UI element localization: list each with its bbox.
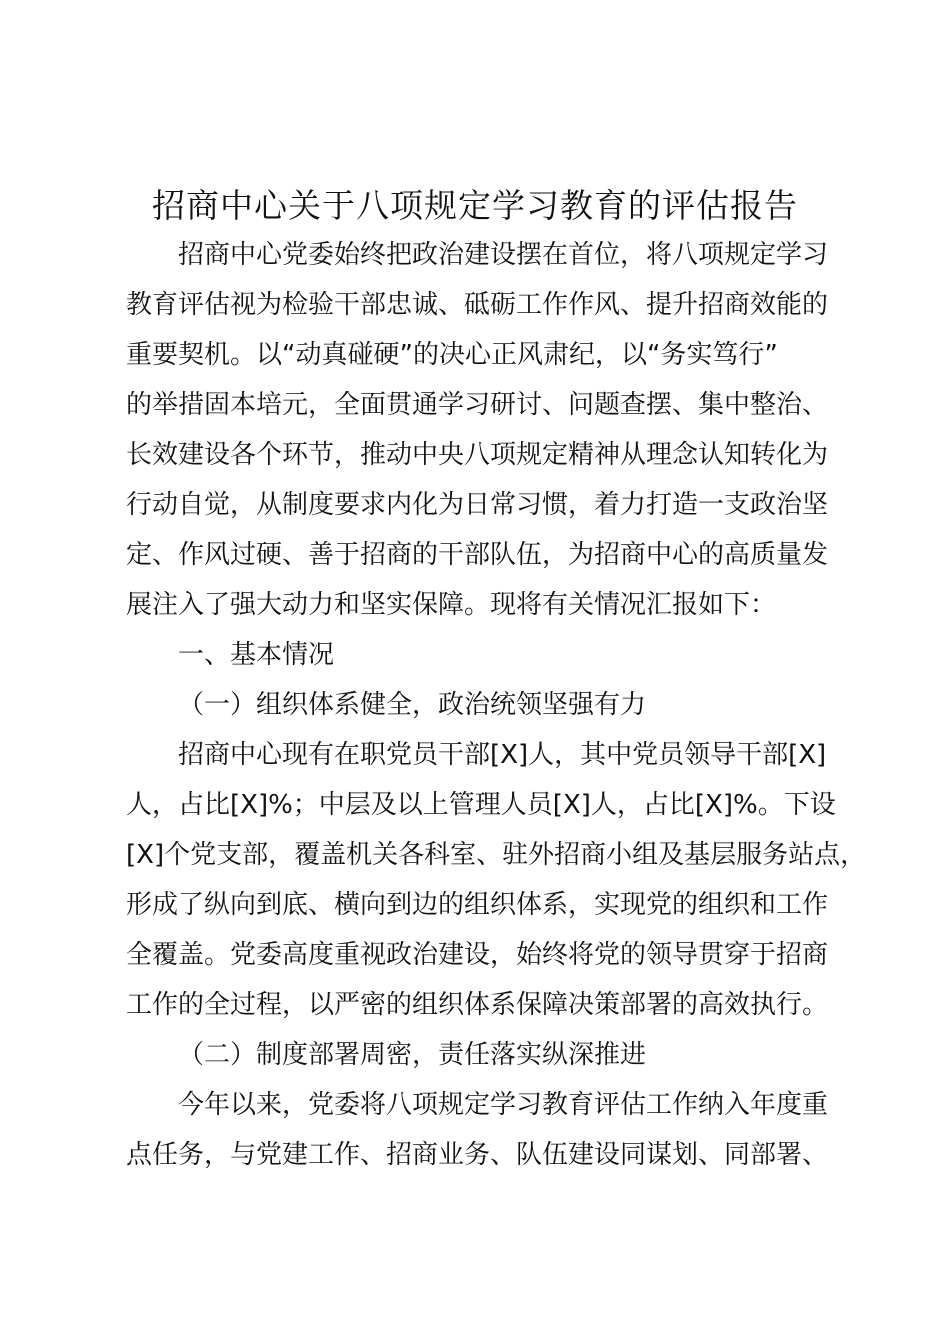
paragraph-line: 招商中心现有在职党员干部[X]人，其中党员领导干部[X] [178, 740, 827, 770]
subsection-heading: （二）制度部署周密，责任落实纵深推进 [178, 1040, 647, 1070]
paragraph-line: 行动自觉，从制度要求内化为日常习惯，着力打造一支政治坚 [126, 490, 829, 520]
subsection-heading: （一）组织体系健全，政治统领坚强有力 [178, 690, 647, 720]
paragraph-line: 点任务，与党建工作、招商业务、队伍建设同谋划、同部署、 [126, 1140, 829, 1170]
paragraph-line: 定、作风过硬、善于招商的干部队伍，为招商中心的高质量发 [126, 540, 829, 570]
paragraph-line: [X]个党支部，覆盖机关各科室、驻外招商小组及基层服务站点， [126, 840, 867, 870]
paragraph-line: 人，占比[X]%；中层及以上管理人员[X]人，占比[X]%。下设 [126, 790, 836, 820]
paragraph-line: 招商中心党委始终把政治建设摆在首位，将八项规定学习 [178, 240, 829, 270]
document-body [126, 230, 867, 1180]
paragraph-line: 形成了纵向到底、横向到边的组织体系，实现党的组织和工作 [126, 890, 829, 920]
paragraph-line: 工作的全过程，以严密的组织体系保障决策部署的高效执行。 [126, 990, 829, 1020]
paragraph-line: 展注入了强大动力和坚实保障。现将有关情况汇报如下： [126, 590, 777, 620]
paragraph-line: 的举措固本培元，全面贯通学习研讨、问题查摆、集中整治、 [126, 390, 829, 420]
section-heading: 一、基本情况 [178, 640, 335, 670]
paragraph-line: 今年以来，党委将八项规定学习教育评估工作纳入年度重 [178, 1090, 829, 1120]
document-title: 招商中心关于八项规定学习教育的评估报告 [152, 186, 798, 225]
paragraph-line: 长效建设各个环节，推动中央八项规定精神从理念认知转化为 [126, 440, 829, 470]
paragraph-line: 教育评估视为检验干部忠诚、砥砺工作作风、提升招商效能的 [126, 290, 829, 320]
paragraph-line: 重要契机。以“动真碰硬”的决心正风肃纪，以“务实笃行” [126, 340, 778, 370]
paragraph-line: 全覆盖。党委高度重视政治建设，始终将党的领导贯穿于招商 [126, 940, 829, 970]
